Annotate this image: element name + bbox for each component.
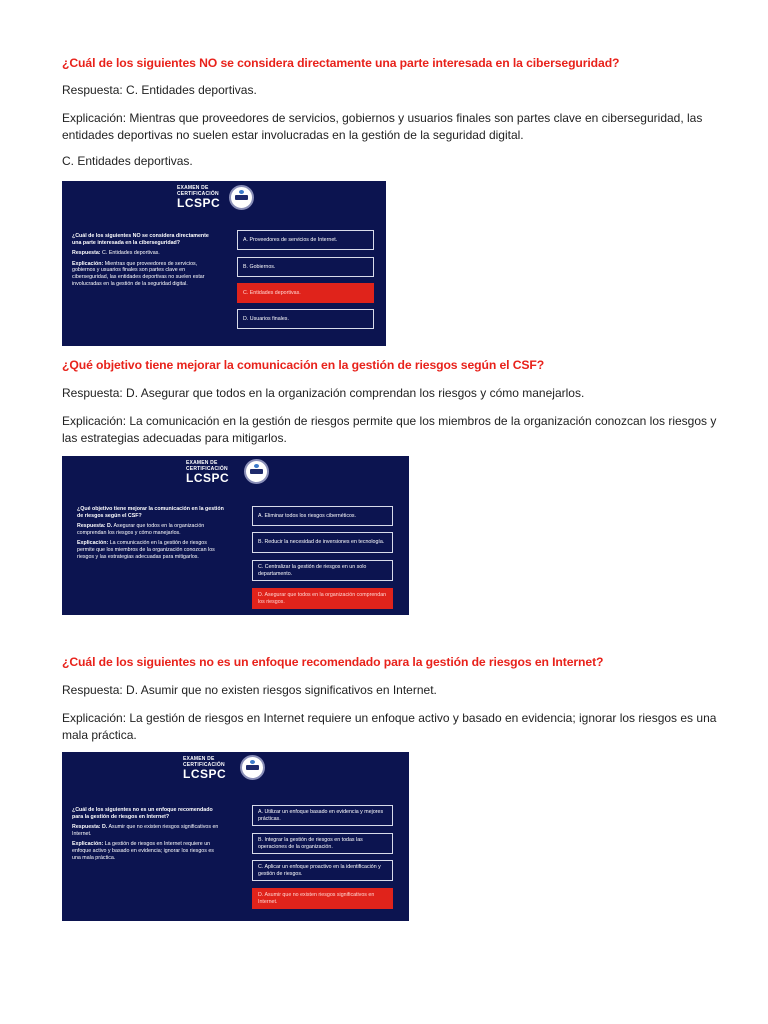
card-question: ¿Cuál de los siguientes NO se considera directamente una parte interesada en la ciberseguridad? bbox=[72, 233, 209, 246]
card-header-title: LCSPC bbox=[186, 471, 230, 485]
answer-text bbox=[62, 682, 732, 699]
explanation-paragraph: Explicación: Mientras que proveedores de servicios, gobiernos y usuarios finales son partes clave en ciberseguridad, las entidades deportivas no suelen estar involucradas en la gestión de la seguridad digital. bbox=[62, 111, 703, 142]
option-b[interactable]: B. Reducir la necesidad de inversiones en tecnología. bbox=[252, 532, 393, 553]
question-title: ¿Cuál de los siguientes no es un enfoque recomendado para la gestión de riesgos en Internet? bbox=[62, 655, 604, 669]
option-b[interactable]: B. Integrar la gestión de riesgos en todas las operaciones de la organización. bbox=[252, 833, 393, 854]
card-answer bbox=[72, 250, 210, 257]
exam-card-2 bbox=[62, 456, 409, 615]
card-answer-label: Respuesta: bbox=[72, 250, 101, 257]
card-explanation-value: Mientras que proveedores de servicios, gobiernos y usuarios finales son partes clave en ciberseguridad, las entidades deportivas no suelen estar involucradas en la gestión de la seguridad digital. bbox=[72, 260, 205, 287]
badge-dot bbox=[239, 190, 244, 194]
card-answer-label: Respuesta: D. bbox=[77, 523, 113, 530]
option-a[interactable]: A. Eliminar todos los riesgos cibernéticos. bbox=[252, 506, 393, 526]
extra-text bbox=[62, 153, 732, 170]
question-title: ¿Qué objetivo tiene mejorar la comunicación en la gestión de riesgos según el CSF? bbox=[62, 358, 545, 372]
card-left-text bbox=[72, 807, 220, 865]
option-a[interactable]: A. Utilizar un enfoque basado en evidencia y mejores prácticas. bbox=[252, 805, 393, 826]
option-b[interactable]: B. Gobiernos. bbox=[237, 257, 374, 277]
badge-ribbon bbox=[250, 469, 263, 474]
explanation-text bbox=[62, 110, 732, 144]
card-left-text bbox=[77, 506, 225, 564]
card-header-small: EXAMEN DE CERTIFICACIÓN bbox=[186, 460, 228, 472]
certification-badge-icon bbox=[240, 755, 265, 780]
card-answer-value: Asegurar que todos en la organización comprendan los riesgos y cómo manejarlos. bbox=[77, 523, 205, 536]
card-explanation-label: Explicación: bbox=[72, 260, 104, 267]
card-header-small: EXAMEN DE CERTIFICACIÓN bbox=[177, 185, 219, 197]
explanation-paragraph: Explicación: La comunicación en la gestión de riesgos permite que los miembros de la organización conozcan los riesgos y las estrategias adecuadas para mitigarlos. bbox=[62, 414, 717, 445]
option-c[interactable]: C. Aplicar un enfoque proactivo en la identificación y gestión de riesgos. bbox=[252, 860, 393, 881]
answer-line: Respuesta: D. Asumir que no existen riesgos significativos en Internet. bbox=[62, 683, 437, 697]
option-a[interactable]: A. Proveedores de servicios de Internet. bbox=[237, 230, 374, 250]
answer-line: Respuesta: D. Asegurar que todos en la organización comprendan los riesgos y cómo manejarlos. bbox=[62, 386, 585, 400]
card-explanation-label: Explicación: bbox=[77, 540, 109, 547]
option-d[interactable]: D. Usuarios finales. bbox=[237, 309, 374, 329]
section-1 bbox=[62, 56, 732, 70]
certification-badge-icon bbox=[244, 459, 269, 484]
badge-ribbon bbox=[246, 765, 259, 770]
option-c-selected[interactable]: C. Entidades deportivas. bbox=[237, 283, 374, 303]
certification-badge-icon bbox=[229, 185, 254, 210]
card-answer bbox=[77, 523, 225, 536]
card-answer bbox=[72, 824, 220, 837]
section-2 bbox=[62, 358, 732, 372]
explanation-text bbox=[62, 710, 732, 744]
card-question: ¿Cuál de los siguientes no es un enfoque recomendado para la gestión de riesgos en Internet? bbox=[72, 807, 213, 820]
badge-dot bbox=[254, 464, 259, 468]
card-answer-value: C. Entidades deportivas. bbox=[102, 250, 160, 257]
question-title: ¿Cuál de los siguientes NO se considera directamente una parte interesada en la ciberseguridad? bbox=[62, 56, 620, 70]
exam-card-3 bbox=[62, 752, 409, 921]
explanation-text bbox=[62, 413, 732, 447]
card-header bbox=[183, 756, 233, 781]
card-explanation bbox=[72, 261, 210, 287]
card-explanation-value: La gestión de riesgos en Internet requiere un enfoque activo y basado en evidencia; ignorar los riesgos es una mala práctica. bbox=[72, 841, 214, 861]
card-question: ¿Qué objetivo tiene mejorar la comunicación en la gestión de riesgos según el CSF? bbox=[77, 506, 224, 519]
card-explanation bbox=[77, 540, 225, 560]
section-3 bbox=[62, 655, 732, 669]
card-explanation-value: La comunicación en la gestión de riesgos permite que los miembros de la organización conozcan los riesgos y las estrategias adecuadas para mitigarlos. bbox=[77, 540, 215, 560]
option-c[interactable]: C. Centralizar la gestión de riesgos en un solo departamento. bbox=[252, 560, 393, 581]
card-header-title: LCSPC bbox=[183, 767, 227, 781]
badge-dot bbox=[250, 760, 255, 764]
extra-answer-line: C. Entidades deportivas. bbox=[62, 154, 193, 168]
answer-text bbox=[62, 82, 732, 99]
answer-line: Respuesta: C. Entidades deportivas. bbox=[62, 83, 257, 97]
badge-ribbon bbox=[235, 195, 248, 200]
card-header-title: LCSPC bbox=[177, 196, 221, 210]
card-left-text bbox=[72, 233, 210, 291]
card-header-small: EXAMEN DE CERTIFICACIÓN bbox=[183, 756, 225, 768]
card-answer-label: Respuesta: D. bbox=[72, 824, 108, 831]
card-header bbox=[186, 460, 236, 485]
card-explanation-label: Explicación: bbox=[72, 841, 104, 848]
answer-text bbox=[62, 385, 732, 402]
option-d-selected[interactable]: D. Asegurar que todos en la organización comprendan los riesgos. bbox=[252, 588, 393, 609]
card-header bbox=[177, 185, 227, 210]
option-d-selected[interactable]: D. Asumir que no existen riesgos significativos en Internet. bbox=[252, 888, 393, 909]
explanation-paragraph: Explicación: La gestión de riesgos en Internet requiere un enfoque activo y basado en evidencia; ignorar los riesgos es una mala práctica. bbox=[62, 711, 717, 742]
card-explanation bbox=[72, 841, 220, 861]
card-answer-value: Asumir que no existen riesgos significativos en Internet. bbox=[72, 824, 219, 837]
exam-card-1 bbox=[62, 181, 386, 346]
